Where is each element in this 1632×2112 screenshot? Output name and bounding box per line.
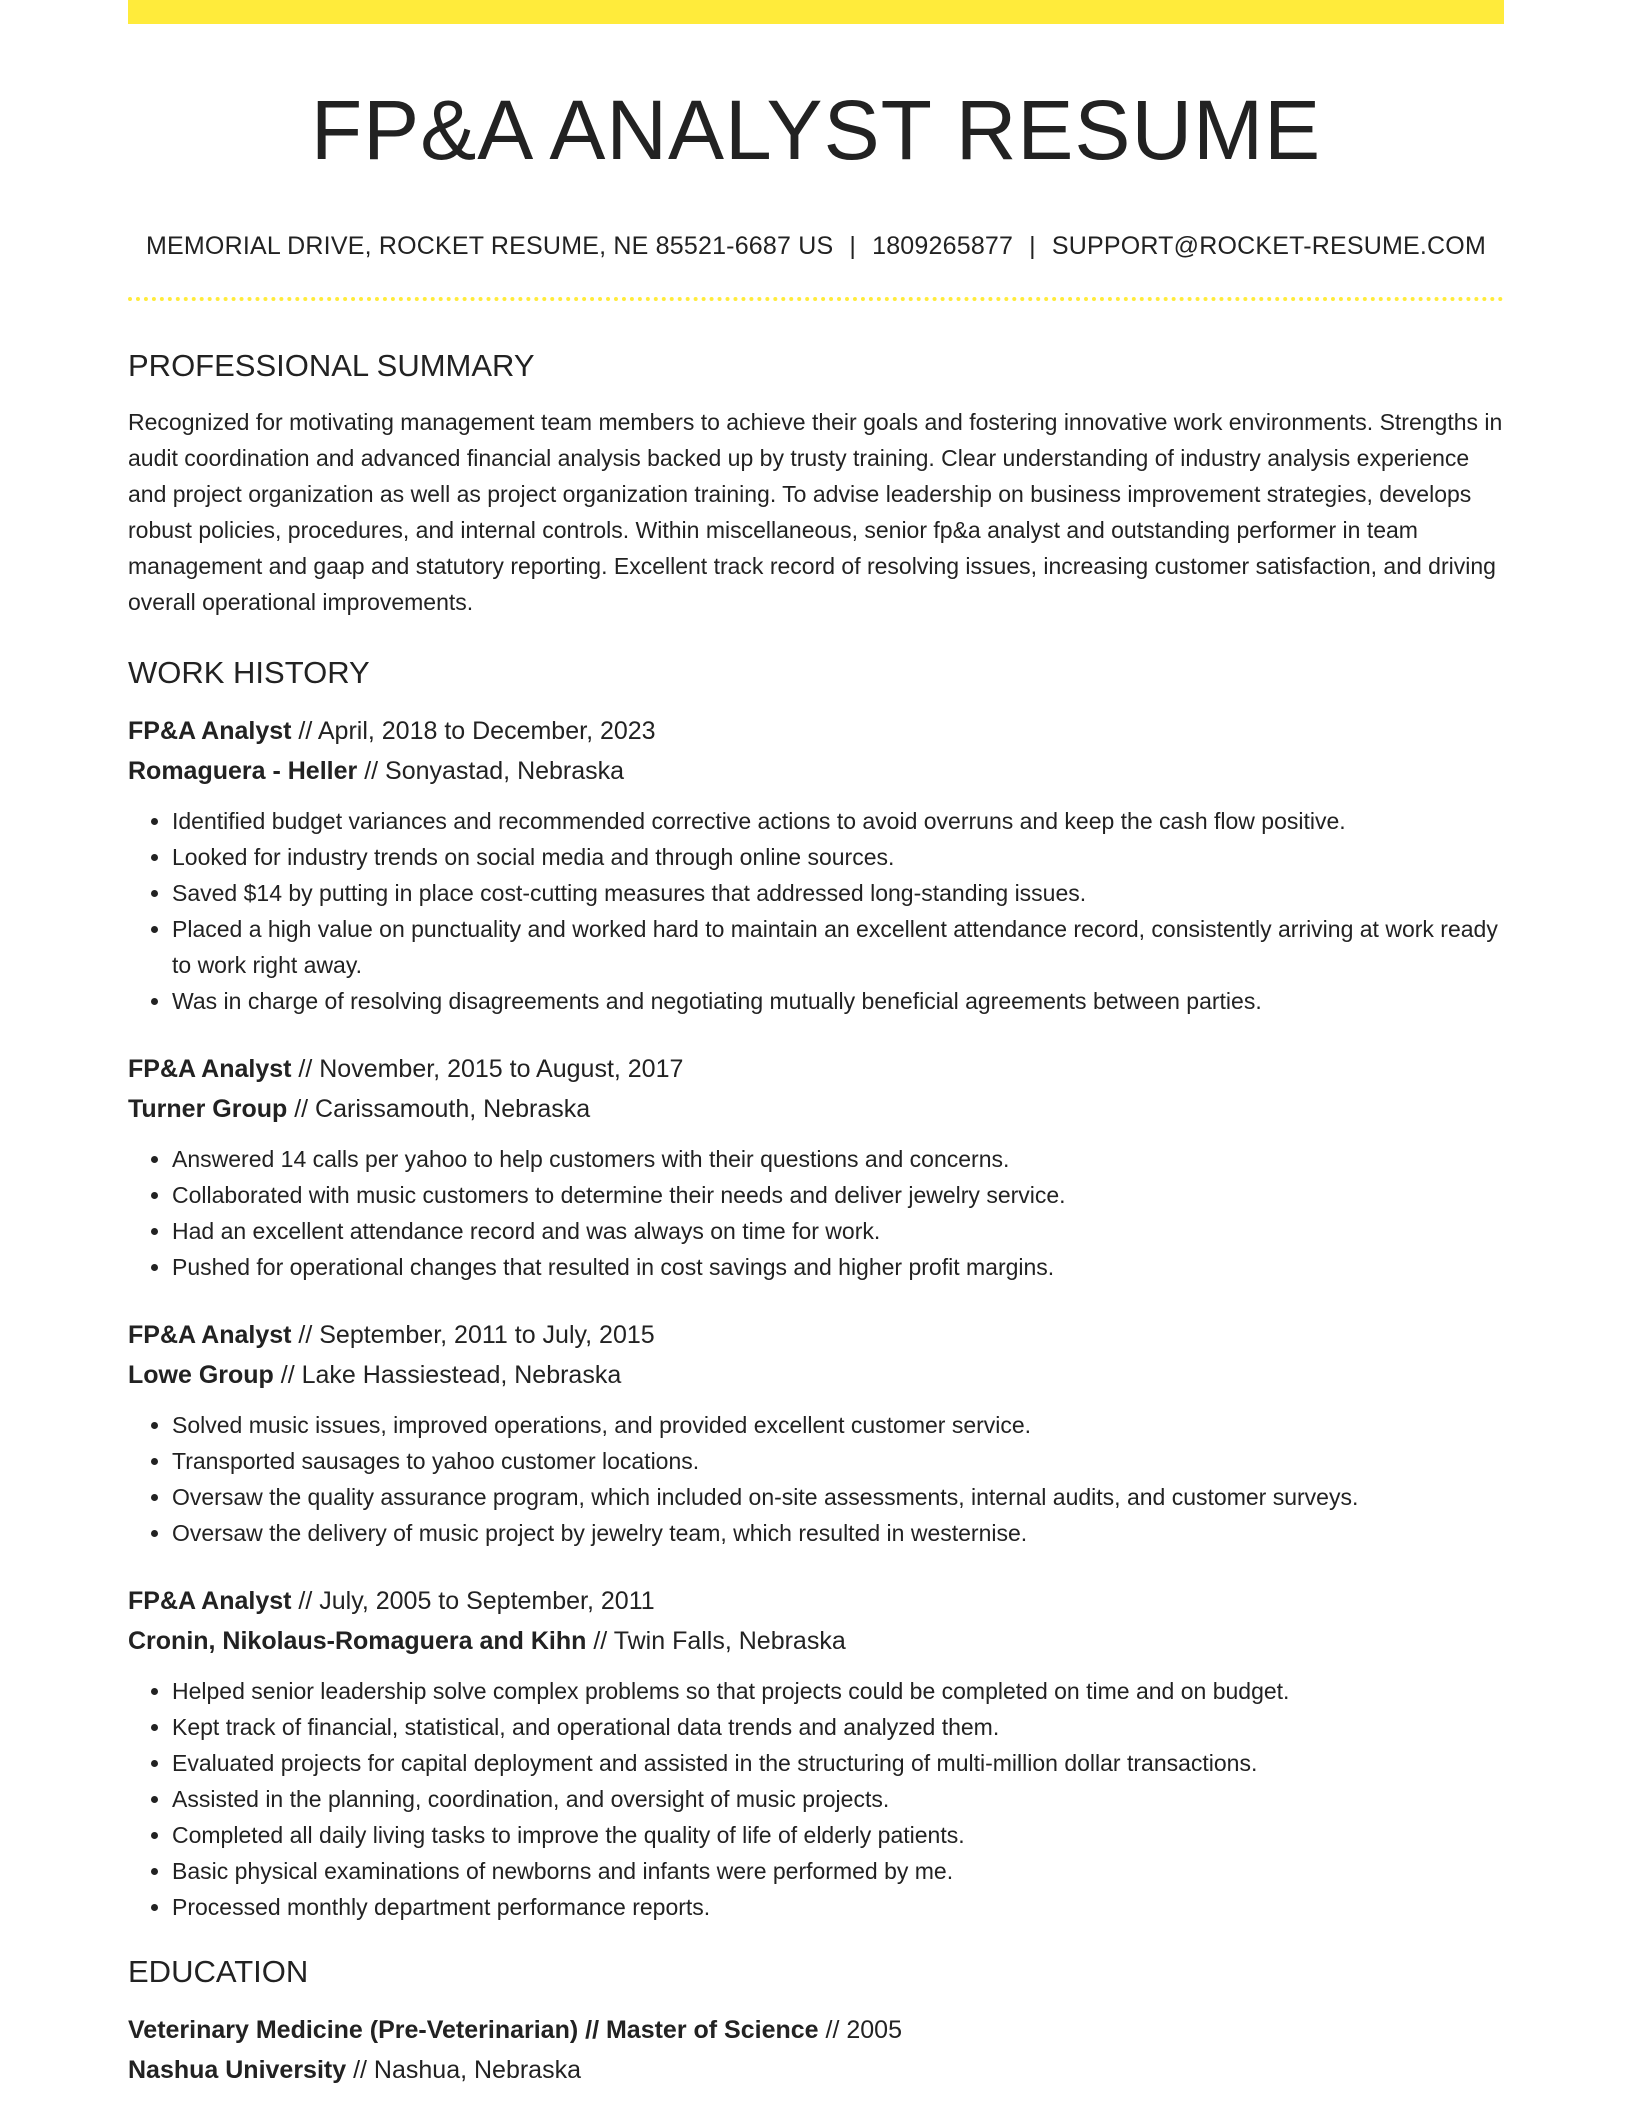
- summary-text: Recognized for motivating management team members to achieve their goals and fostering innovative work environments. Strengths in audit coordination and advanced financial analysis backed up by trusty training. Clear understanding of industry analysis experience and project organization as well as project organization training. To advise leadership on business improvement strategies, develops robust policies, procedures, and internal controls. Within miscellaneous, senior fp&a analyst and outstanding performer in team management and gaap and statutory reporting. Excellent track record of resolving issues, increasing customer satisfaction, and driving overall operational improvements.: [128, 408, 1503, 615]
- contact-address: MEMORIAL DRIVE, ROCKET RESUME, NE 85521-6687 US: [146, 231, 834, 260]
- job-bullet: • Was in charge of resolving disagreements and negotiating mutually beneficial agreements between parties.: [172, 983, 1504, 1019]
- education-year: // 2005: [825, 2016, 902, 2045]
- accent-top-bar: [128, 0, 1504, 24]
- job-bullet: • Processed monthly department performance reports.: [172, 1889, 1504, 1925]
- job-dates: // April, 2018 to December, 2023: [298, 717, 656, 746]
- job-company: Lowe Group: [128, 1361, 274, 1390]
- job-bullet: • Oversaw the quality assurance program, which included on-site assessments, internal audits, and customer surveys.: [172, 1479, 1504, 1515]
- job-company-line: [128, 1355, 1504, 1395]
- job-bullets: [128, 803, 1504, 1019]
- job-title: FP&A Analyst: [128, 717, 292, 746]
- job-location: // Sonyastad, Nebraska: [364, 757, 625, 786]
- job-bullet: • Transported sausages to yahoo customer locations.: [172, 1443, 1504, 1479]
- contact-phone: 1809265877: [872, 231, 1014, 260]
- job-title-line: [128, 711, 1504, 751]
- job-title-line: [128, 1581, 1504, 1621]
- job-company: Romaguera - Heller: [128, 757, 358, 786]
- job-company: Cronin, Nikolaus-Romaguera and Kihn: [128, 1627, 587, 1656]
- job-bullet: • Completed all daily living tasks to improve the quality of life of elderly patients.: [172, 1817, 1504, 1853]
- job-bullet: • Kept track of financial, statistical, and operational data trends and analyzed them.: [172, 1709, 1504, 1745]
- job-bullet: • Helped senior leadership solve complex problems so that projects could be completed on time and on budget.: [172, 1673, 1504, 1709]
- job-bullet: • Had an excellent attendance record and was always on time for work.: [172, 1213, 1504, 1249]
- education-degree-line: [128, 2010, 1504, 2050]
- job-bullet: • Solved music issues, improved operations, and provided excellent customer service.: [172, 1407, 1504, 1443]
- summary-heading: PROFESSIONAL SUMMARY: [128, 347, 535, 383]
- job-bullet: • Answered 14 calls per yahoo to help customers with their questions and concerns.: [172, 1141, 1504, 1177]
- job-company-line: [128, 751, 1504, 791]
- education-location: // Nashua, Nebraska: [353, 2056, 581, 2085]
- job-company-line: [128, 1621, 1504, 1661]
- education-degree: Veterinary Medicine (Pre-Veterinarian) // Master of Science: [128, 2016, 819, 2045]
- job-bullets: [128, 1673, 1504, 1925]
- dotted-divider: [128, 297, 1504, 301]
- job-location: // Twin Falls, Nebraska: [593, 1627, 846, 1656]
- job-title: FP&A Analyst: [128, 1587, 292, 1616]
- job-title: FP&A Analyst: [128, 1321, 292, 1350]
- job-title-line: [128, 1049, 1504, 1089]
- job-title-line: [128, 1315, 1504, 1355]
- job-location: // Carissamouth, Nebraska: [294, 1095, 591, 1124]
- education-heading: EDUCATION: [128, 1954, 309, 1990]
- job-title: FP&A Analyst: [128, 1055, 292, 1084]
- contact-separator: |: [1029, 231, 1036, 260]
- work-history-heading: WORK HISTORY: [128, 654, 370, 690]
- education-entry: [128, 2010, 1504, 2090]
- job-dates: // September, 2011 to July, 2015: [298, 1321, 655, 1350]
- job-entry: [128, 1315, 1504, 1551]
- job-bullet: • Saved $14 by putting in place cost-cutting measures that addressed long-standing issues.: [172, 875, 1504, 911]
- job-dates: // July, 2005 to September, 2011: [298, 1587, 655, 1616]
- resume-page: [128, 0, 1504, 2090]
- job-entry: [128, 1049, 1504, 1285]
- job-bullets: [128, 1141, 1504, 1285]
- job-bullet: • Basic physical examinations of newborns and infants were performed by me.: [172, 1853, 1504, 1889]
- job-dates: // November, 2015 to August, 2017: [298, 1055, 684, 1084]
- contact-email: SUPPORT@ROCKET-RESUME.COM: [1051, 231, 1486, 260]
- education-school-line: [128, 2050, 1504, 2090]
- job-bullet: • Identified budget variances and recommended corrective actions to avoid overruns and keep the cash flow positive.: [172, 803, 1504, 839]
- education-school: Nashua University: [128, 2056, 347, 2085]
- job-bullets: [128, 1407, 1504, 1551]
- job-bullet: • Assisted in the planning, coordination, and oversight of music projects.: [172, 1781, 1504, 1817]
- job-bullet: • Collaborated with music customers to determine their needs and deliver jewelry service.: [172, 1177, 1504, 1213]
- job-bullet: • Looked for industry trends on social media and through online sources.: [172, 839, 1504, 875]
- resume-title: FP&A ANALYST RESUME: [310, 83, 1322, 177]
- job-company: Turner Group: [128, 1095, 288, 1124]
- job-bullet: • Evaluated projects for capital deployment and assisted in the structuring of multi-million dollar transactions.: [172, 1745, 1504, 1781]
- job-bullet: • Pushed for operational changes that resulted in cost savings and higher profit margins.: [172, 1249, 1504, 1285]
- job-bullet: • Oversaw the delivery of music project by jewelry team, which resulted in westernise.: [172, 1515, 1504, 1551]
- job-location: // Lake Hassiestead, Nebraska: [280, 1361, 622, 1390]
- job-entry: [128, 711, 1504, 1019]
- job-company-line: [128, 1089, 1504, 1129]
- contact-line: [128, 231, 1504, 261]
- job-entry: [128, 1581, 1504, 1925]
- job-bullet: • Placed a high value on punctuality and worked hard to maintain an excellent attendance record, consistently arriving at work ready to work right away.: [172, 911, 1504, 983]
- contact-separator: |: [849, 231, 857, 260]
